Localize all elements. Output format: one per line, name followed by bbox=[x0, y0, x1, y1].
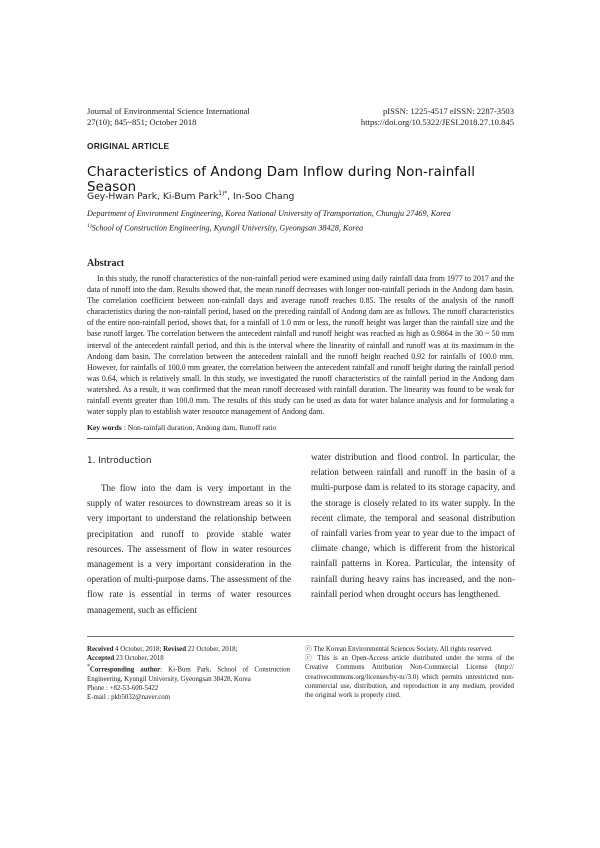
issn: pISSN: 1225-4517 eISSN: 2287-3503 bbox=[382, 106, 514, 116]
corresponding-author bbox=[87, 663, 290, 684]
phone: Phone : +82-53-600-5422 bbox=[87, 685, 159, 693]
dates-line-2 bbox=[87, 654, 290, 663]
affiliation-2-superscript: 1) bbox=[87, 223, 92, 229]
keywords-text: : Non-rainfall duration, Andong dam, Runoff ratio bbox=[121, 423, 277, 432]
doi: https://doi.org/10.5322/JESI.2018.27.10.845 bbox=[360, 117, 514, 127]
revised-label: Revised bbox=[163, 646, 187, 653]
affiliation-1: Department of Environment Engineering, Korea National University of Transportation, Chungju 27469, Korea bbox=[87, 209, 451, 218]
author-names-2: , In-Soo Chang bbox=[227, 191, 295, 203]
keywords bbox=[87, 423, 514, 432]
intro-left-column bbox=[87, 481, 291, 618]
intro-paragraph-right: water distribution and flood control. In particular, the relation between rainfall and runoff in the basin of a multi-purpose dam is related to its storage capacity, and the storage is closely related to its water supply. In the recent climate, the temporal and seasonal distribution of rainfall varies from year to year due to the impact of climate change, which is different from the historical rainfall patterns in Korea. Particular, the intensity of rainfall during heavy rains has increased, and the non-rainfall period when drought occurs has lengthened. bbox=[311, 452, 515, 599]
article-type: ORIGINAL ARTICLE bbox=[87, 141, 170, 151]
received-date: 4 October, 2018; bbox=[113, 646, 164, 653]
open-access-line: ⓒ This is an Open-Access article distributed under the terms of the Creative Commons Attribution Non-Commercial License (http:// creativecommons.org/licenses/by-nc/3.0) which permits unrestricted non-commercial use, distribution, and reproduction in any medium, provided the original work is properly cited. bbox=[305, 655, 514, 700]
section-heading-introduction: 1. Introduction bbox=[87, 456, 152, 466]
accepted-date: 23 October, 2018 bbox=[114, 655, 164, 663]
corresponding-superscript: * bbox=[87, 664, 90, 671]
affiliations bbox=[87, 208, 527, 235]
copyright-line: ⓒ The Korean Environmental Sciences Society. All rights reserved. bbox=[305, 646, 493, 653]
affiliation-2-text: School of Construction Engineering, Kyungil University, Gyeongsan 38428, Korea bbox=[91, 223, 364, 233]
revised-date: 22 October, 2018; bbox=[186, 646, 238, 653]
corresponding-text: : Ki-Bum Park, School of Construction Engineering, Kyungil University, Gyeongsan 38428, Korea bbox=[87, 666, 290, 683]
received-label: Received bbox=[87, 646, 114, 653]
intro-right-column bbox=[311, 450, 515, 602]
corresponding-label: Corresponding author bbox=[89, 666, 161, 674]
keywords-label: Key words bbox=[87, 423, 122, 432]
journal-volume: 27(10); 845~851; October 2018 bbox=[87, 117, 197, 127]
author-names-1: Gey-Hwan Park, Ki-Bum Park bbox=[87, 191, 219, 203]
paper-title: Characteristics of Andong Dam Inflow during Non-rainfall Season bbox=[87, 165, 476, 195]
abstract-heading: Abstract bbox=[87, 258, 125, 269]
license-notice bbox=[305, 645, 514, 700]
authors bbox=[87, 191, 294, 202]
email: E-mail : pkb5032@naver.com bbox=[87, 694, 171, 702]
journal-name: Journal of Environmental Science International bbox=[87, 106, 250, 116]
accepted-label: Accepted bbox=[87, 655, 115, 663]
intro-paragraph-left: The flow into the dam is very important in the supply of water resources to downstream areas so it is very important to understand the relationship between precipitation and runoff to provide stable water resources. The assessment of flow in water resources management is a very important consideration in the operation of multi-purpose dams. The assessment of the flow rate is essential in terms of water resources management, such as efficient bbox=[87, 483, 291, 615]
abstract-body: In this study, the runoff characteristics of the non-rainfall period were examined using daily rainfall data from 1977 to 2017 and the data of runoff into the dam. Results showed that, the mean runoff decreases with longer non-rainfall periods in the Andong dam basin. The correlation coefficient between non-rainfall days and average runoff reaches 0.85. The results of the analysis of the runoff characteristics during the non-rainfall period, based on the preceding rainfall of Andong dam are as follows. The runoff characteristics of the entire non-rainfall period, shows that, for a rainfall of 1.0 mm or less, the runoff height was larger than the rainfall size and the base runoff larger. The correlation between the antecedent rainfall and runoff height was reached as high as 0.9864 in the 30 ~ 50 mm interval of the antecedent rainfall period, and this is the interval where the linearity of rainfall and runoff was at its maximum in the Andong dam basin. The correlation between the antecedent rainfall and the runoff height reached 0.92 for rainfalls of 100.0 mm. However, for rainfalls of 100.0 mm greater, the correlation between the antecedent rainfall and runoff height during the rainfall period was 0.64, which is relatively small. In this study, we investigated the runoff characteristics of the rainfall period in the Andong dam watershed. As a result, it was confirmed that the mean runoff decreased with rainfall duration. The linearity was found to be weak for rainfall events greater than 100.0 mm. The results of this study can be used as data for water balance analysis and for formulating a water supply plan to establish water resource management of Andong dam. bbox=[87, 274, 514, 417]
dates-line-1 bbox=[87, 645, 290, 654]
author-superscript: 1)* bbox=[218, 191, 228, 197]
journal-ids bbox=[300, 106, 514, 128]
affiliation-2 bbox=[87, 220, 527, 235]
article-footnote bbox=[87, 645, 290, 703]
keywords-divider bbox=[87, 438, 514, 439]
footer-divider bbox=[87, 636, 514, 637]
